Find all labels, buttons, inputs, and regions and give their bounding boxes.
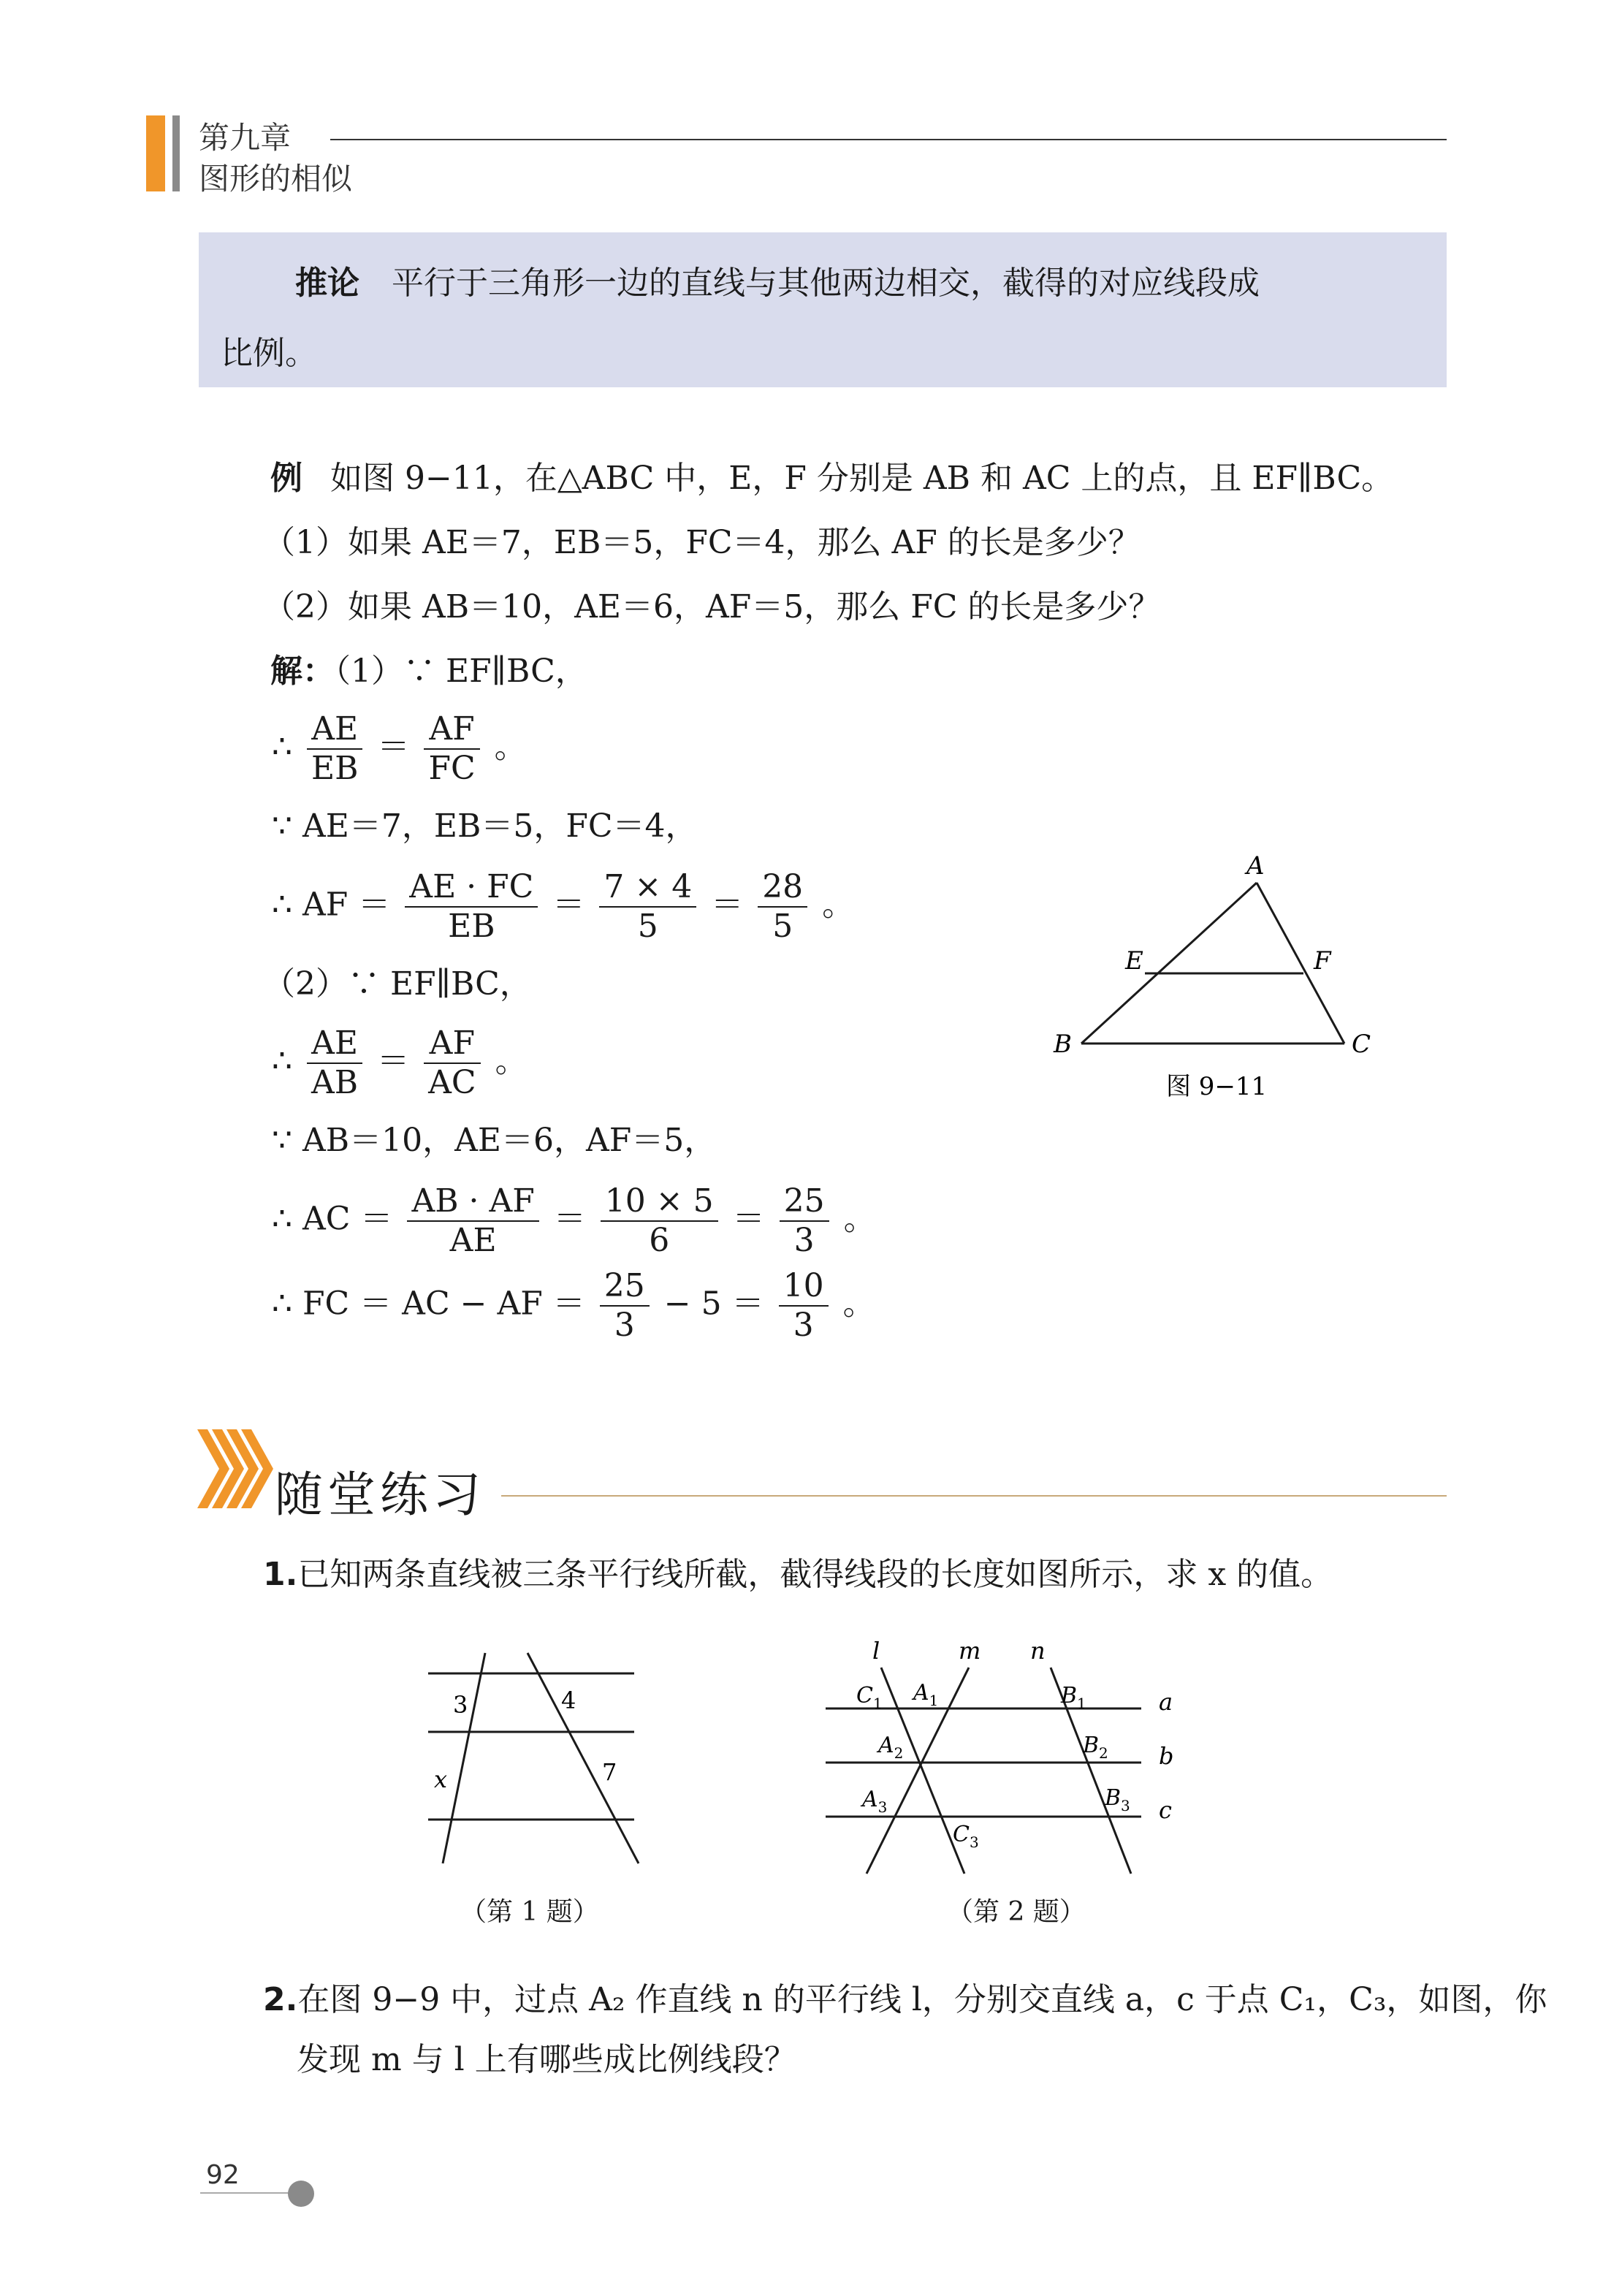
corollary-text1: 平行于三角形一边的直线与其他两边相交，截得的对应线段成	[392, 265, 1260, 302]
example-question-1: （1）如果 AE＝7，EB＝5，FC＝4，那么 AF 的长是多少？	[263, 524, 1141, 561]
practice-chevrons-icon	[197, 1429, 278, 1508]
practice-question-2	[263, 1973, 1547, 2020]
period: 。	[842, 1285, 875, 1323]
label-3: 3	[453, 1691, 468, 1719]
footer-dot	[288, 2181, 314, 2207]
denominator: 3	[614, 1307, 635, 1344]
equation-5	[272, 1267, 875, 1345]
label-a2	[876, 1733, 903, 1762]
label-a2-sub: 2	[894, 1744, 904, 1762]
denominator: 5	[637, 908, 658, 945]
period: 。	[495, 1042, 528, 1080]
corollary-line1	[295, 248, 1435, 319]
numerator: AE	[307, 1025, 362, 1064]
solution-part2-head: （2）∵ EF∥BC，	[263, 965, 532, 1003]
label-c3	[953, 1822, 979, 1851]
label-b-line: b	[1159, 1742, 1174, 1770]
label-b: B	[1054, 1030, 1072, 1059]
af-equals: AF ＝	[302, 886, 391, 924]
figure-q2-caption: （第 2 题）	[947, 1897, 1086, 1927]
numerator: 10	[779, 1267, 829, 1307]
figure-q2	[818, 1630, 1198, 1893]
label-b3-sub: 3	[1121, 1797, 1130, 1814]
label-7: 7	[602, 1758, 617, 1786]
equation-3	[272, 1025, 528, 1102]
equation-1	[272, 710, 527, 788]
example-statement: 如图 9−11，在△ABC 中，E，F 分别是 AB 和 AC 上的点，且 EF∥BC。	[330, 460, 1394, 497]
ac-equals: AC ＝	[302, 1200, 393, 1238]
denominator: FC	[428, 750, 476, 787]
label-x: x	[434, 1765, 448, 1793]
practice-question-1	[263, 1548, 1333, 1594]
fraction	[599, 868, 696, 946]
figure-caption: 图 9−11	[1166, 1072, 1268, 1101]
equals-sign: ＝	[553, 1200, 586, 1238]
label-a1-letter: A	[913, 1680, 929, 1706]
chapter-marker-orange	[146, 115, 165, 191]
fc-equals: FC ＝ AC − AF ＝	[302, 1285, 585, 1323]
corollary-box	[199, 232, 1447, 387]
example-keyword: 例	[270, 460, 302, 497]
q2-text-line2: 发现 m 与 l 上有哪些成比例线段？	[297, 2041, 796, 2078]
denominator: 6	[649, 1222, 670, 1259]
chapter-title: 图形的相似	[199, 161, 353, 197]
equation-4	[272, 1182, 876, 1260]
figure-q1	[416, 1644, 658, 1893]
label-b3	[1104, 1785, 1130, 1814]
label-a-line: a	[1159, 1688, 1173, 1716]
label-b2-sub: 2	[1099, 1744, 1108, 1762]
therefore-symbol: ∴	[272, 1200, 292, 1238]
solution-given-1: ∵ AE＝7，EB＝5，FC＝4，	[272, 807, 698, 845]
fraction	[307, 1025, 362, 1102]
q1-number: 1.	[263, 1556, 298, 1593]
label-a: A	[1246, 851, 1265, 881]
page-number: 92	[206, 2160, 240, 2190]
label-b2-letter: B	[1083, 1733, 1100, 1758]
fraction	[758, 868, 807, 946]
numerator: AF	[424, 710, 479, 750]
example-question-2: （2）如果 AB＝10，AE＝6，AF＝5，那么 FC 的长是多少？	[263, 588, 1161, 626]
period: 。	[843, 1200, 876, 1238]
side-ac	[1257, 883, 1344, 1044]
chapter-label: 第九章	[199, 120, 292, 156]
fraction	[307, 710, 362, 788]
denominator: AB	[311, 1064, 359, 1101]
label-a3	[860, 1787, 887, 1816]
fraction	[780, 1182, 829, 1260]
q1-text: 已知两条直线被三条平行线所截，截得线段的长度如图所示，求 x 的值。	[297, 1556, 1333, 1593]
label-f: F	[1314, 946, 1331, 976]
numerator: 28	[758, 868, 807, 908]
label-a2-letter: A	[878, 1733, 894, 1758]
header-rule	[330, 139, 1447, 140]
period: 。	[494, 728, 527, 766]
corollary-keyword: 推论	[295, 265, 359, 302]
label-e: E	[1125, 946, 1143, 976]
figure-q1-caption: （第 1 题）	[460, 1897, 599, 1927]
example-statement-line	[270, 452, 1393, 498]
label-c3-letter: C	[953, 1822, 970, 1847]
label-c: C	[1352, 1030, 1371, 1059]
practice-title: 随堂练习	[275, 1467, 485, 1523]
denominator: EB	[311, 750, 359, 787]
numerator: 25	[780, 1182, 829, 1222]
numerator: AF	[424, 1025, 480, 1064]
denominator: AC	[428, 1064, 476, 1101]
equation-2	[272, 868, 854, 946]
corollary-text2: 比例。	[221, 335, 317, 372]
label-b1-letter: B	[1061, 1683, 1078, 1708]
q2-text-line1: 在图 9−9 中，过点 A₂ 作直线 n 的平行线 l，分别交直线 a，c 于点 C₁，C₃，如图，你	[297, 1981, 1547, 2018]
practice-rule	[501, 1495, 1447, 1497]
fraction	[407, 1182, 538, 1260]
label-b1	[1060, 1683, 1086, 1712]
solution-keyword: 解：	[270, 653, 335, 690]
label-c1	[856, 1683, 883, 1712]
fraction	[405, 868, 538, 946]
denominator: 3	[793, 1222, 815, 1259]
label-a1-sub: 1	[929, 1692, 939, 1709]
fraction	[424, 710, 479, 788]
fraction	[424, 1025, 480, 1102]
denominator: 3	[793, 1307, 814, 1344]
label-b1-sub: 1	[1077, 1695, 1086, 1712]
minus-five: − 5 ＝	[663, 1285, 764, 1323]
label-m: m	[959, 1637, 981, 1665]
chapter-marker-gray	[172, 115, 180, 191]
solution-head-1	[270, 645, 587, 691]
equals-sign: ＝	[732, 1200, 765, 1238]
label-c-line: c	[1159, 1796, 1172, 1824]
transversal-left	[443, 1653, 485, 1863]
label-b3-letter: B	[1105, 1785, 1122, 1811]
denominator: AE	[449, 1222, 497, 1259]
period: 。	[822, 886, 855, 924]
fraction	[600, 1267, 650, 1345]
label-b2	[1082, 1733, 1108, 1762]
therefore-symbol: ∴	[272, 1285, 292, 1323]
label-c3-sub: 3	[969, 1833, 979, 1851]
numerator: 25	[600, 1267, 650, 1307]
fraction	[779, 1267, 829, 1345]
numerator: AE	[307, 710, 362, 750]
therefore-symbol: ∴	[272, 728, 292, 766]
footer-rule	[200, 2192, 295, 2194]
equals-sign: ＝	[552, 886, 585, 924]
label-a1	[911, 1680, 938, 1709]
transversal-right	[528, 1653, 639, 1863]
equals-sign: ＝	[377, 1042, 410, 1080]
equals-sign: ＝	[711, 886, 744, 924]
numerator: AE · FC	[405, 868, 538, 908]
label-4: 4	[561, 1687, 576, 1714]
numerator: 10 × 5	[601, 1182, 718, 1222]
therefore-symbol: ∴	[272, 886, 292, 924]
equals-sign: ＝	[377, 728, 410, 766]
fraction	[601, 1182, 718, 1260]
q2-number: 2.	[263, 1981, 298, 2018]
label-n: n	[1030, 1637, 1046, 1665]
label-l: l	[872, 1637, 880, 1665]
label-a3-letter: A	[862, 1787, 878, 1812]
figure-9-11	[1037, 840, 1417, 1118]
numerator: 7 × 4	[599, 868, 696, 908]
therefore-symbol: ∴	[272, 1042, 292, 1080]
label-a3-sub: 3	[877, 1798, 888, 1816]
label-c1-letter: C	[856, 1683, 873, 1708]
solution-part1-head: （1）∵ EF∥BC，	[335, 653, 587, 690]
denominator: EB	[448, 908, 495, 945]
label-c1-sub: 1	[872, 1695, 883, 1712]
numerator: AB · AF	[407, 1182, 538, 1222]
solution-given-2: ∵ AB＝10，AE＝6，AF＝5，	[272, 1122, 717, 1159]
denominator: 5	[772, 908, 793, 945]
side-ab	[1081, 883, 1257, 1044]
